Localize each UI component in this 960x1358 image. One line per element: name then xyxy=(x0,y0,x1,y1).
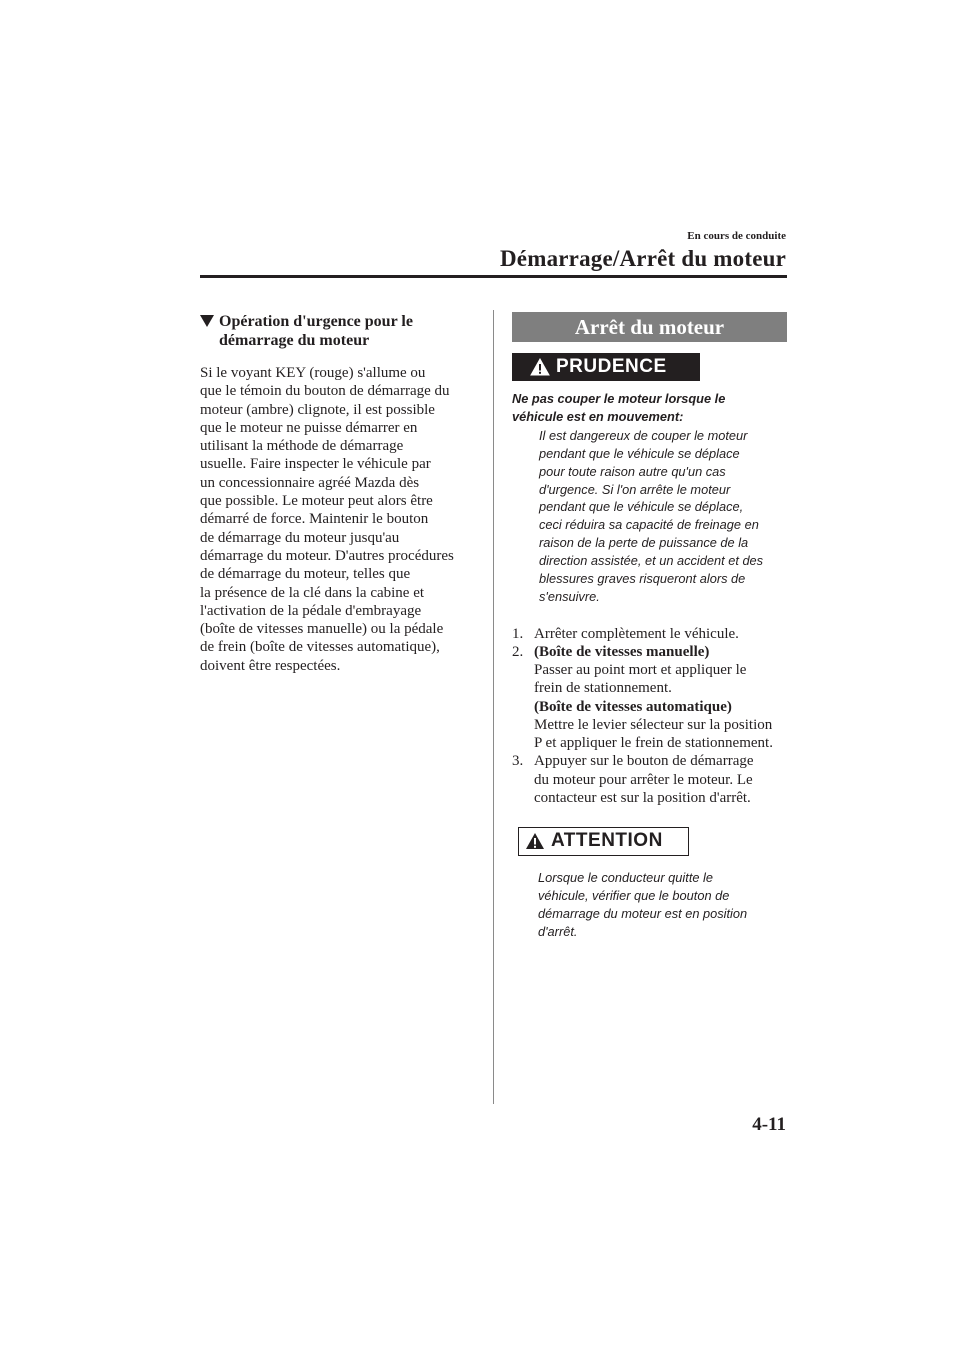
body-line: moteur (ambre) clignote, il est possible xyxy=(200,401,435,418)
step-item xyxy=(512,625,787,643)
caution-badge xyxy=(512,353,700,381)
header-rule xyxy=(200,275,787,278)
attention-body-line: véhicule, vérifier que le bouton de xyxy=(538,887,730,903)
step-number: 3. xyxy=(512,753,524,770)
caution-heading-line: véhicule est en mouvement: xyxy=(512,408,684,424)
caution-label: PRUDENCE xyxy=(556,356,667,377)
step-line: Mettre le levier sélecteur sur la position xyxy=(534,716,773,733)
caution-body-line: blessures graves risqueront alors de xyxy=(539,571,746,587)
caution-body-line: ceci réduira sa capacité de freinage en xyxy=(539,517,759,533)
body-line: démarré de force. Maintenir le bouton xyxy=(200,511,429,528)
caution-body xyxy=(512,427,787,606)
caution-body-line: pendant que le véhicule se déplace, xyxy=(539,499,744,515)
caution-body-line: Il est dangereux de couper le moteur xyxy=(539,427,748,443)
section-title-bar: Arrêt du moteur xyxy=(512,312,787,342)
body-line: un concessionnaire agréé Mazda dès xyxy=(200,474,420,491)
attention-body-line: Lorsque le conducteur quitte le xyxy=(538,869,714,885)
attention-badge xyxy=(518,827,689,856)
caution-body-line: pendant que le véhicule se déplace xyxy=(539,445,740,461)
header-title: Démarrage/Arrêt du moteur xyxy=(500,246,786,271)
body-line: que le moteur ne puisse démarrer en xyxy=(200,419,418,436)
left-column xyxy=(200,312,470,675)
body-line: utilisant la méthode de démarrage xyxy=(200,438,404,455)
body-line: de frein (boîte de vitesses automatique), xyxy=(200,639,440,656)
page-number: 4-11 xyxy=(752,1114,786,1135)
body-line: Si le voyant KEY (rouge) s'allume ou xyxy=(200,365,426,381)
caution-body-line: pour toute raison autre qu'un cas xyxy=(539,463,726,479)
body-line: usuelle. Faire inspecter le véhicule par xyxy=(200,456,431,473)
stop-engine-steps xyxy=(512,625,787,807)
body-line: doivent être respectées. xyxy=(200,657,341,674)
triangle-bullet-icon xyxy=(200,315,214,327)
caution-body-line: direction assistée, et un accident et des xyxy=(539,553,764,569)
subheading-line: Opération d'urgence pour le xyxy=(219,313,413,330)
body-line: l'activation de la pédale d'embrayage xyxy=(200,602,422,619)
subheading-line: démarrage du moteur xyxy=(219,332,370,349)
body-line: démarrage du moteur. D'autres procédures xyxy=(200,547,454,564)
emergency-start-paragraph xyxy=(200,364,470,675)
body-line: que le témoin du bouton de démarrage du xyxy=(200,383,450,400)
step-line: (Boîte de vitesses manuelle) xyxy=(534,644,710,661)
step-line: P et appliquer le frein de stationnement. xyxy=(534,735,773,752)
step-line: Arrêter complètement le véhicule. xyxy=(534,625,739,642)
step-number: 2. xyxy=(512,644,524,661)
step-number: 1. xyxy=(512,625,524,642)
step-line: contacteur est sur la position d'arrêt. xyxy=(534,789,751,806)
column-divider xyxy=(493,310,494,1104)
attention-body xyxy=(512,869,787,941)
step-line: Passer au point mort et appliquer le xyxy=(534,662,747,679)
warning-triangle-icon xyxy=(525,832,545,850)
attention-body-line: d'arrêt. xyxy=(538,923,578,939)
body-line: de démarrage du moteur, telles que xyxy=(200,566,411,583)
warning-triangle-icon xyxy=(530,358,550,376)
caution-body-line: d'urgence. Si l'on arrête le moteur xyxy=(539,481,731,497)
step-item xyxy=(512,643,787,752)
body-line: (boîte de vitesses manuelle) ou la pédale xyxy=(200,621,444,638)
body-line: de démarrage du moteur jusqu'au xyxy=(200,529,400,546)
header-section-label: En cours de conduite xyxy=(687,230,786,242)
emergency-start-subheading xyxy=(200,312,470,350)
step-line: Appuyer sur le bouton de démarrage xyxy=(534,753,754,770)
caution-body-line: s'ensuivre. xyxy=(539,588,600,604)
body-line: que possible. Le moteur peut alors être xyxy=(200,493,433,510)
step-item xyxy=(512,752,787,807)
body-line: la présence de la clé dans la cabine et xyxy=(200,584,425,601)
step-line: (Boîte de vitesses automatique) xyxy=(534,698,732,715)
right-column xyxy=(512,312,787,941)
caution-heading-line: Ne pas couper le moteur lorsque le xyxy=(512,391,726,406)
step-line: du moteur pour arrêter le moteur. Le xyxy=(534,771,753,788)
caution-heading xyxy=(512,390,787,426)
caution-body-line: raison de la perte de puissance de la xyxy=(539,535,749,551)
attention-body-line: démarrage du moteur est en position xyxy=(538,905,748,921)
step-line: frein de stationnement. xyxy=(534,680,672,697)
attention-label: ATTENTION xyxy=(551,830,663,852)
